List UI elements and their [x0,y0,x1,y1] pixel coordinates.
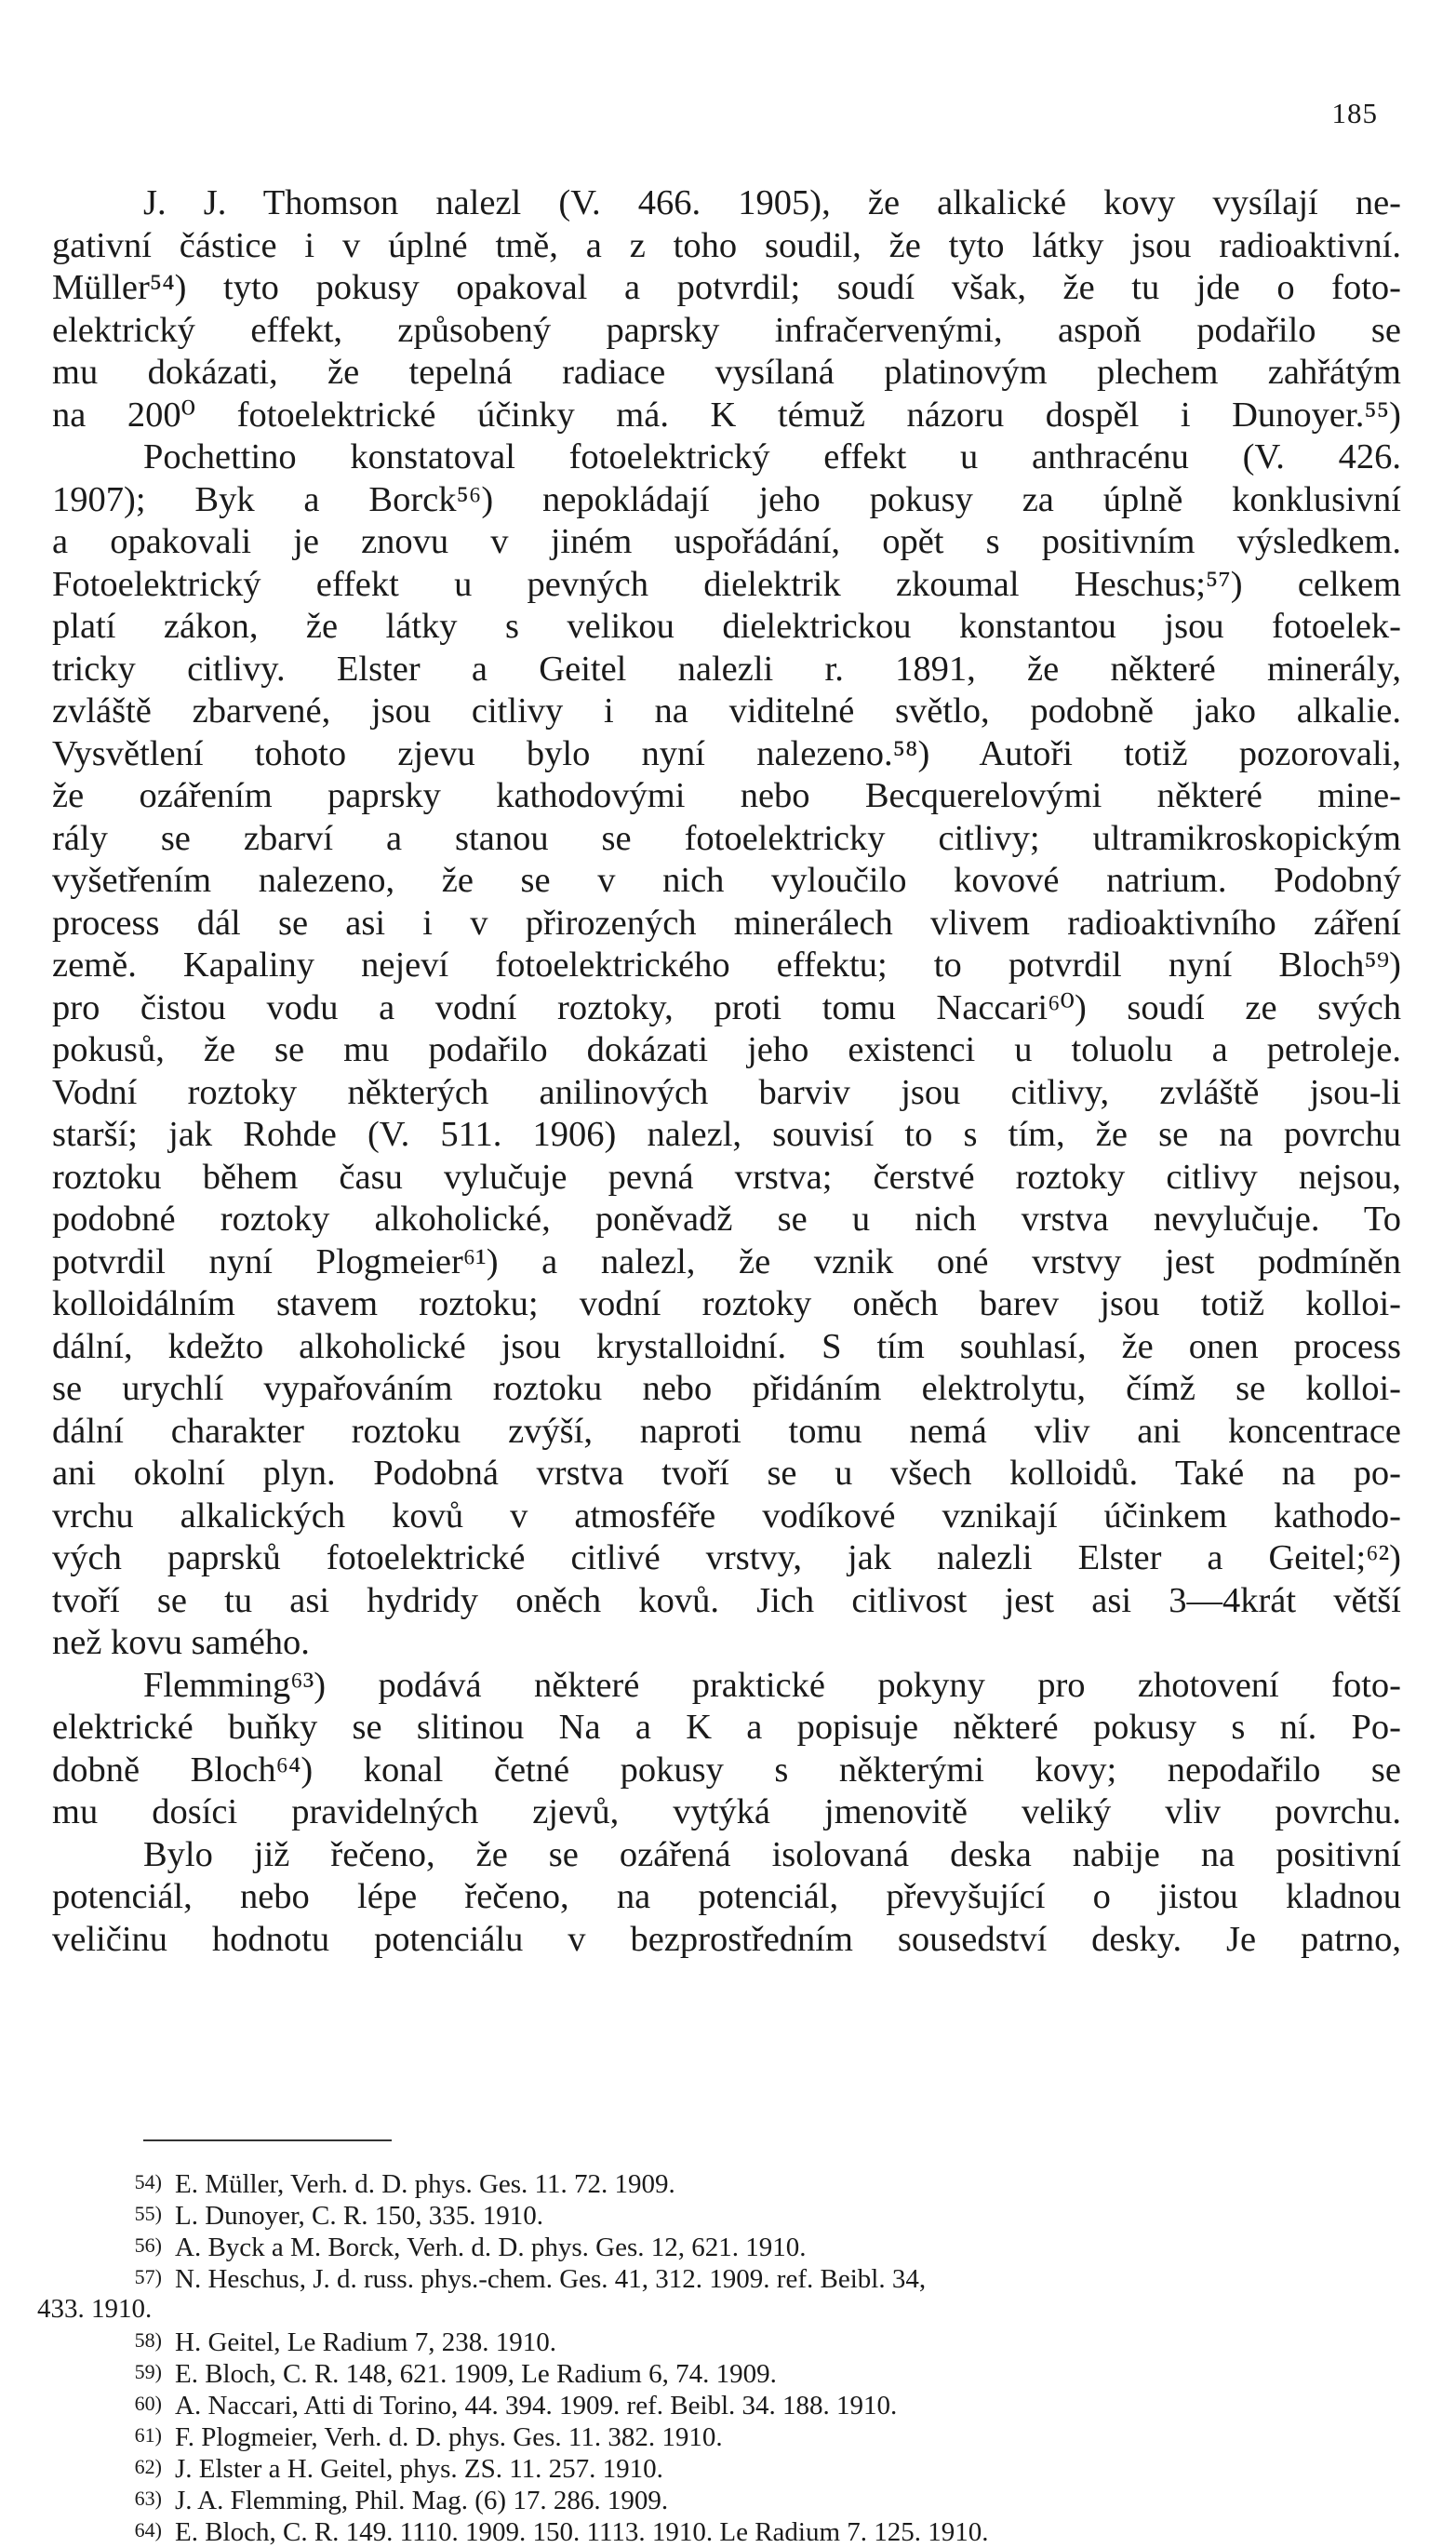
paragraph-line: J. J. Thomson nalezl (V. 466. 1905), že alkalické kovy vysílají ne- [143,183,1401,222]
footnote-number: 58) [134,2328,162,2352]
paragraph-line: se urychlí vypařováním roztoku nebo přidáním elektrolytu, čímž se kolloi- [52,1369,1401,1408]
footnote-text: J. Elster a H. Geitel, phys. ZS. 11. 257. 1910. [175,2454,663,2484]
footnote-number: 54) [134,2170,162,2193]
footnote-number: 57) [134,2265,162,2288]
footnote [37,2388,1405,2420]
paragraph-line: mu dokázati, že tepelná radiace vysílaná platinovým plechem zahřátým [52,353,1401,392]
footnote-text: 433. 1910. [37,2294,153,2324]
paragraph-line: process dál se asi i v přirozených minerálech vlivem radioaktivního záření [52,903,1401,943]
paragraph-line: a opakovali je znovu v jiném uspořádání, opět s positivním výsledkem. [52,522,1401,561]
paragraph-line: než kovu samého. [52,1623,310,1662]
paragraph-line: platí zákon, že látky s velikou dielektrickou konstantou jsou fotoelek- [52,607,1401,646]
footnote [37,2261,1405,2293]
footnote [37,2356,1405,2388]
paragraph-line: dální charakter roztoku zvýší, naproti tomu nemá vliv ani koncentrace [52,1411,1401,1451]
footnote-text: A. Byck a M. Borck, Verh. d. D. phys. Ges. 12, 621. 1910. [175,2233,807,2262]
paragraph-line: Vysvětlení tohoto zjevu bylo nyní nalezeno.⁵⁸) Autoři totiž pozorovali, [52,733,1401,773]
paragraph-line: Vodní roztoky některých anilinových barviv jsou citlivy, zvláště jsou-li [52,1072,1401,1112]
paragraph-line: Pochettino konstatoval fotoelektrický effekt u anthracénu (V. 426. [143,437,1401,476]
paragraph-line: Flemming⁶³) podává některé praktické pokyny pro zhotovení foto- [143,1665,1401,1705]
paragraph-line: tricky citlivy. Elster a Geitel nalezli r. 1891, že některé minerály, [52,649,1401,689]
paragraph-line: dální, kdežto alkoholické jsou krystalloidní. S tím souhlasí, že onen process [52,1326,1401,1366]
paragraph-line: mu dosíci pravidelných zjevů, vytýká jmenovitě veliký vliv povrchu. [52,1792,1401,1831]
footnote [37,2483,1405,2514]
footnote [37,2514,1405,2546]
paragraph-line: vých paprsků fotoelektrické citlivé vrstvy, jak nalezli Elster a Geitel;⁶²) [52,1538,1401,1577]
paragraph-line: zvláště zbarvené, jsou citlivy i na viditelné světlo, podobně jako alkalie. [52,691,1401,731]
page-number: 185 [1331,97,1378,129]
footnote-divider [143,2139,392,2141]
paragraph-line: ani okolní plyn. Podobná vrstva tvoří se u všech kolloidů. Také na po- [52,1454,1401,1493]
paragraph-line: 1907); Byk a Borck⁵⁶) nepokládají jeho pokusy za úplně konklusivní [52,479,1401,519]
paragraph-line: rály se zbarví a stanou se fotoelektricky citlivy; ultramikroskopickým [52,818,1401,858]
footnote-number: 59) [134,2360,162,2383]
footnote-continuation [37,2293,1405,2325]
paragraph-line: potvrdil nyní Plogmeier⁶¹) a nalezl, že vznik oné vrstvy jest podmíněn [52,1241,1401,1281]
footnote-text: A. Naccari, Atti di Torino, 44. 394. 1909. ref. Beibl. 34. 188. 1910. [175,2391,898,2421]
paragraph-line: tvoří se tu asi hydridy oněch kovů. Jich citlivost jest asi 3—4krát větší [52,1580,1401,1620]
paragraph-line: vyšetřením nalezeno, že se v nich vyloučilo kovové natrium. Podobný [52,861,1401,900]
paragraph-line: potenciál, nebo lépe řečeno, na potenciál, převyšující o jistou kladnou [52,1877,1401,1916]
footnote-text: L. Dunoyer, C. R. 150, 335. 1910. [175,2201,543,2231]
footnote-text: F. Plogmeier, Verh. d. D. phys. Ges. 11. 382. 1910. [175,2422,723,2452]
footnote-number: 62) [134,2455,162,2478]
paragraph-line: pro čistou vodu a vodní roztoky, proti tomu Naccari⁶⁰) soudí ze svých [52,987,1401,1027]
paragraph-line: starší; jak Rohde (V. 511. 1906) nalezl, souvisí to s tím, že se na povrchu [52,1115,1401,1154]
paragraph-line: veličinu hodnotu potenciálu v bezprostředním sousedství desky. Je patrno, [52,1919,1401,1959]
paragraph-line: na 200⁰ fotoelektrické účinky má. K témuž názoru dospěl i Dunoyer.⁵⁵) [52,395,1401,435]
paragraph-line: elektrický effekt, způsobený paprsky infračervenými, aspoň podařilo se [52,310,1401,350]
paragraph-line: země. Kapaliny nejeví fotoelektrického effektu; to potvrdil nyní Bloch⁵⁹) [52,945,1401,985]
footnote [37,2325,1405,2356]
footnote [37,2166,1405,2198]
paragraph-line: Bylo již řečeno, že se ozářená isolovaná deska nabije na positivní [143,1834,1401,1874]
footnote-text: E. Bloch, C. R. 149. 1110. 1909. 150. 1113. 1910. Le Radium 7. 125. 1910. [175,2517,989,2547]
paragraph-line: elektrické buňky se slitinou Na a K a popisuje některé pokusy s ní. Po- [52,1708,1401,1747]
paragraph-line: kolloidálním stavem roztoku; vodní roztoky oněch barev jsou totiž kolloi- [52,1284,1401,1323]
footnote-text: E. Müller, Verh. d. D. phys. Ges. 11. 72. 1909. [175,2169,675,2199]
paragraph-line: podobné roztoky alkoholické, poněvadž se u nich vrstva nevylučuje. To [52,1200,1401,1239]
footnotes [37,2166,1405,2546]
body-text [52,182,1401,1961]
footnote-text: J. A. Flemming, Phil. Mag. (6) 17. 286. 1909. [175,2486,669,2515]
paragraph-line: že ozářením paprsky kathodovými nebo Becquerelovými některé mine- [52,776,1401,815]
footnote [37,2198,1405,2230]
footnote [37,2451,1405,2483]
footnote-text: N. Heschus, J. d. russ. phys.-chem. Ges. 41, 312. 1909. ref. Beibl. 34, [175,2264,927,2294]
paragraph-line: gativní částice i v úplné tmě, a z toho soudil, že tyto látky jsou radioaktivní. [52,225,1401,265]
paragraph-line: pokusů, že se mu podařilo dokázati jeho existenci u toluolu a petroleje. [52,1030,1401,1069]
paragraph-line: Müller⁵⁴) tyto pokusy opakoval a potvrdil; soudí však, že tu jde o foto- [52,268,1401,307]
footnote [37,2230,1405,2261]
footnote-number: 61) [134,2423,162,2447]
footnote-number: 63) [134,2487,162,2510]
paragraph-line: dobně Bloch⁶⁴) konal četné pokusy s některými kovy; nepodařilo se [52,1750,1401,1790]
footnote-text: E. Bloch, C. R. 148, 621. 1909, Le Radium 6, 74. 1909. [175,2359,777,2389]
footnote-number: 56) [134,2233,162,2257]
footnote-number: 64) [134,2518,162,2541]
paragraph-line: Fotoelektrický effekt u pevných dielektrik zkoumal Heschus;⁵⁷) celkem [52,564,1401,604]
paragraph-line: roztoku během času vylučuje pevná vrstva; čerstvé roztoky citlivy nejsou, [52,1157,1401,1197]
paragraph-line: vrchu alkalických kovů v atmosféře vodíkové vznikají účinkem kathodo- [52,1495,1401,1536]
footnote-number: 55) [134,2202,162,2225]
footnote-text: H. Geitel, Le Radium 7, 238. 1910. [175,2327,556,2357]
footnote-number: 60) [134,2392,162,2415]
footnote [37,2420,1405,2451]
